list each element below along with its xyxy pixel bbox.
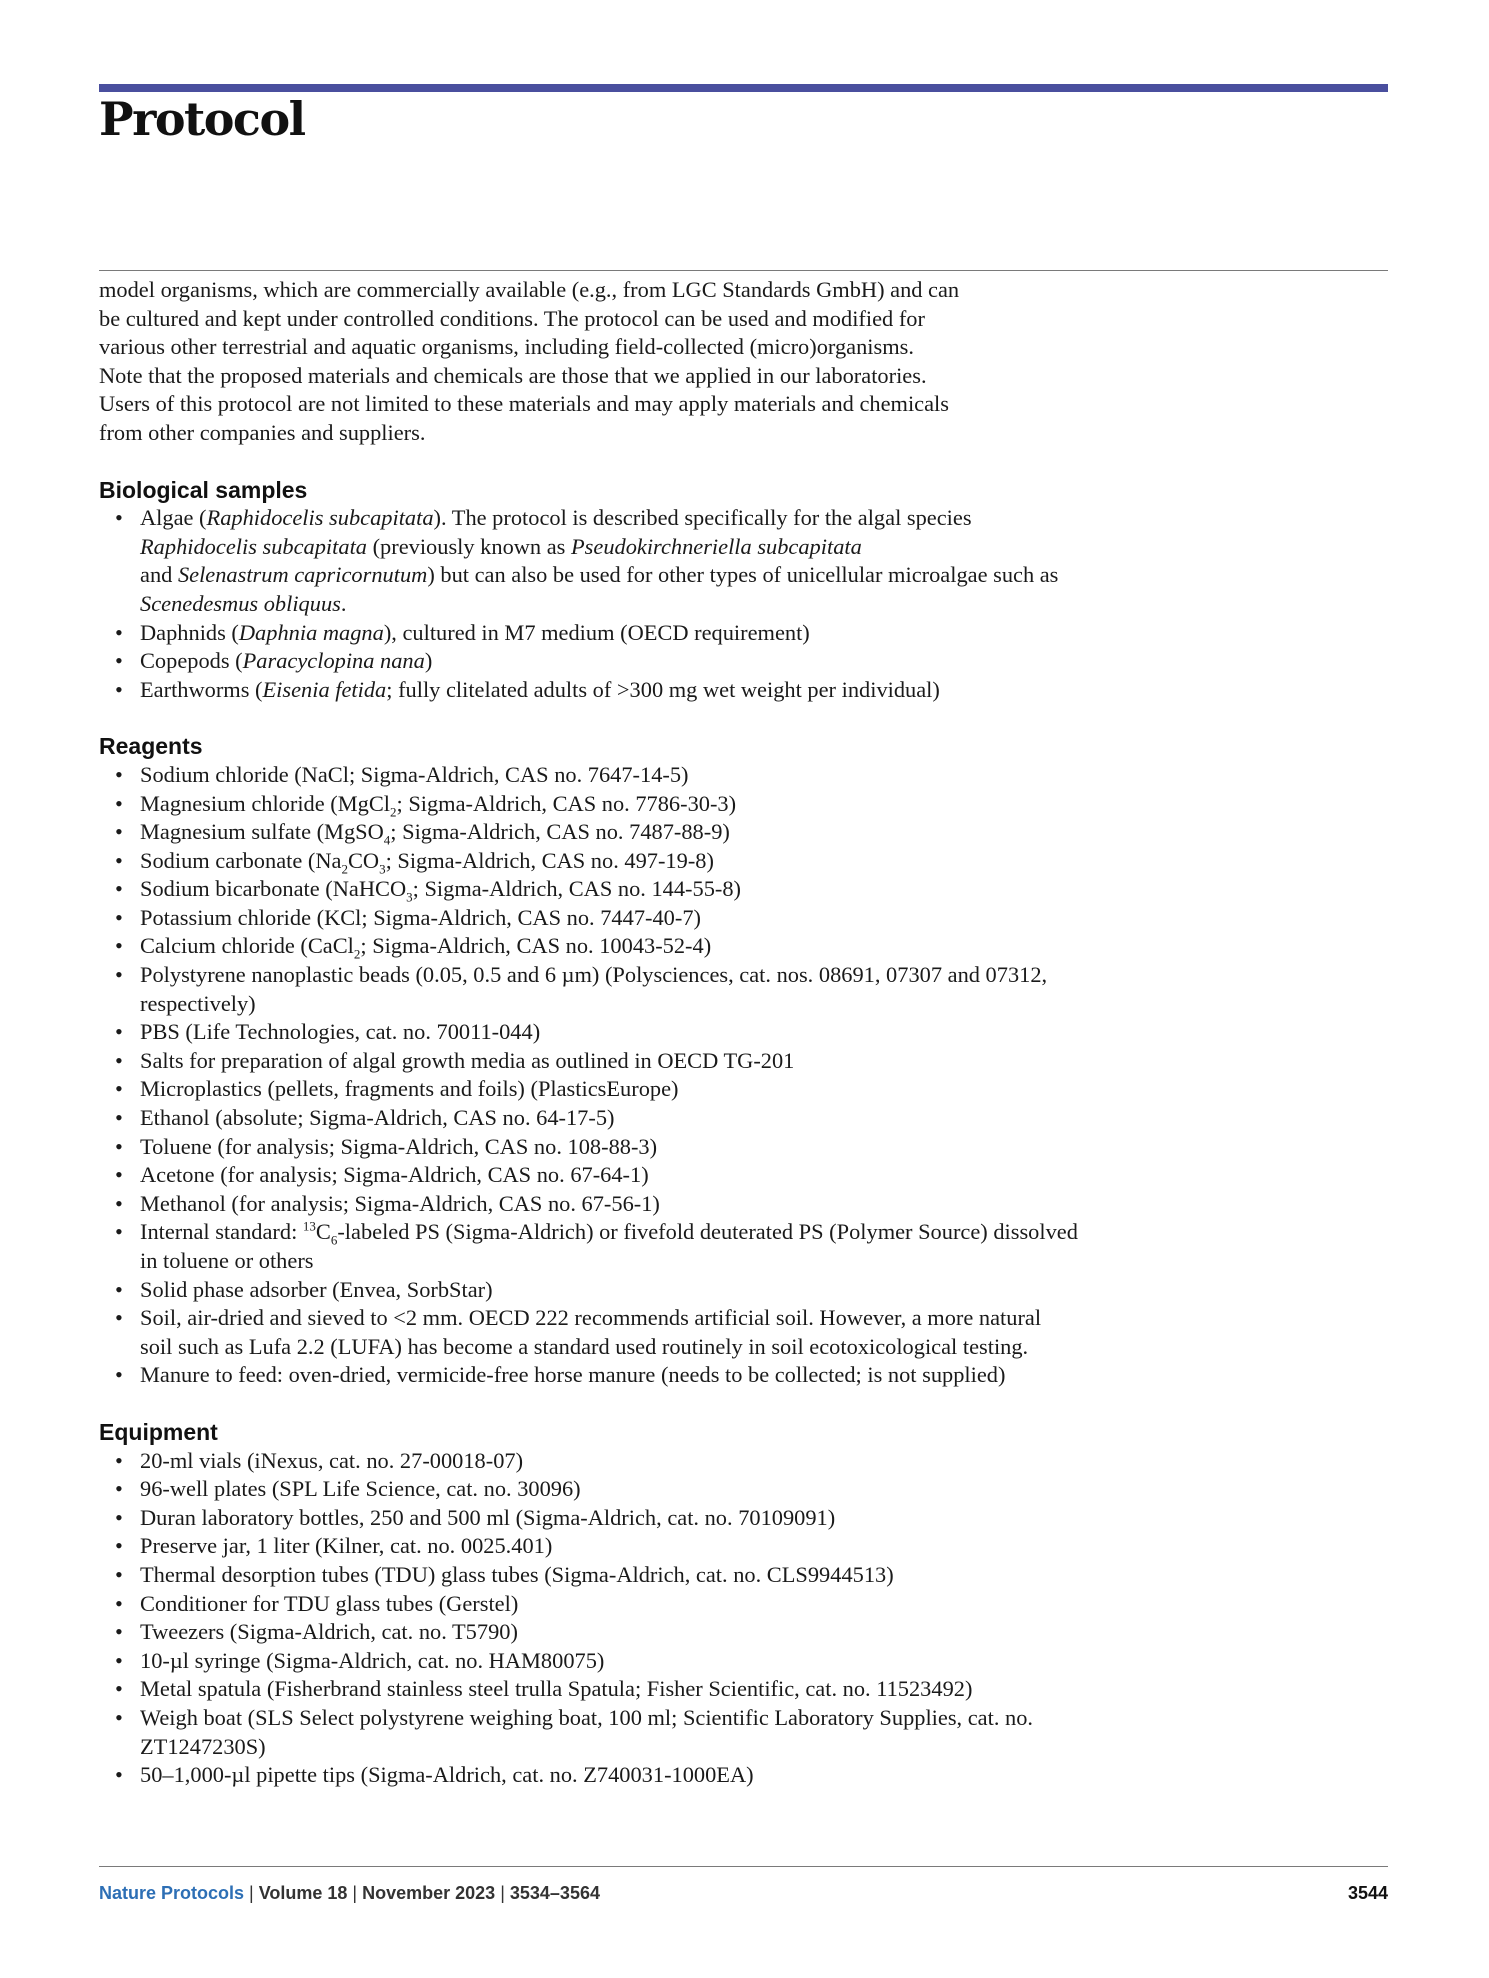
- list-item: • Sodium bicarbonate (NaHCO$_3$; Sigma-Aldrich, CAS no. 144-55-8): [99, 875, 1079, 904]
- list-item: • Magnesium sulfate (MgSO$_4$; Sigma-Aldrich, CAS no. 7487-88-9): [99, 818, 1079, 847]
- equipment-heading: Equipment: [99, 1418, 218, 1445]
- biological-samples-list: [99, 504, 1079, 704]
- page-number: 3544: [1347, 1883, 1388, 1903]
- article-pages: 3534–3564: [509, 1883, 600, 1903]
- intro-line: from other companies and suppliers.: [99, 419, 426, 445]
- list-item: • Calcium chloride (CaCl$_2$; Sigma-Aldrich, CAS no. 10043-52-4): [99, 932, 1079, 961]
- list-item-algae: • Algae (Raphidocelis subcapitata). The protocol is described specifically for the algal species Raphidocelis subcapitata (previously known as Pseudokirchneriella subcapitata and Selenastrum capricornutum) but can also be used for other types of unicellular microalgae such as Scenedesmus obliquus.: [99, 504, 1079, 618]
- list-item: • Tweezers (Sigma-Aldrich, cat. no. T5790): [99, 1618, 1079, 1647]
- intro-line: Users of this protocol are not limited to these materials and may apply materials and chemicals: [99, 391, 949, 417]
- page-footer: Nature Protocols | Volume 18 | November 2023 | 3534–3564 3544: [99, 1883, 1388, 1903]
- equipment-list: [99, 1447, 1079, 1790]
- list-item: • Weigh boat (SLS Select polystyrene weighing boat, 100 ml; Scientific Laboratory Supplies, cat. no. ZT1247230S): [99, 1704, 1079, 1761]
- journal-name: Nature Protocols: [99, 1883, 245, 1903]
- biological-samples-heading: Biological samples: [99, 476, 308, 503]
- footer-divider: [99, 1866, 1388, 1867]
- list-item: • Polystyrene nanoplastic beads (0.05, 0.5 and 6 µm) (Polysciences, cat. nos. 08691, 07307 and 07312, respectively): [99, 961, 1079, 1018]
- list-item: • Magnesium chloride (MgCl$_2$; Sigma-Aldrich, CAS no. 7786-30-3): [99, 790, 1079, 819]
- header-accent-bar: [99, 84, 1388, 92]
- journal-volume: Volume 18: [258, 1883, 348, 1903]
- list-item: • Duran laboratory bottles, 250 and 500 ml (Sigma-Aldrich, cat. no. 70109091): [99, 1504, 1079, 1533]
- list-item: • 10-µl syringe (Sigma-Aldrich, cat. no. HAM80075): [99, 1647, 1079, 1676]
- page-header-title: Protocol: [99, 92, 305, 146]
- list-item: • PBS (Life Technologies, cat. no. 70011-044): [99, 1018, 1079, 1047]
- list-item-earthworms: • Earthworms (Eisenia fetida; fully clitelated adults of >300 mg wet weight per individual): [99, 676, 1079, 705]
- list-item: • Internal standard: $^{13}C_6$-labeled PS (Sigma-Aldrich) or fivefold deuterated PS (Polymer Source) dissolved in toluene or others: [99, 1218, 1079, 1275]
- list-item: • Methanol (for analysis; Sigma-Aldrich, CAS no. 67-56-1): [99, 1190, 1079, 1219]
- list-item: • 50–1,000-µl pipette tips (Sigma-Aldrich, cat. no. Z740031-1000EA): [99, 1761, 1079, 1790]
- list-item: • 20-ml vials (iNexus, cat. no. 27-00018-07): [99, 1447, 1079, 1476]
- list-item: • Solid phase adsorber (Envea, SorbStar): [99, 1276, 1079, 1305]
- reagents-list: [99, 761, 1079, 1390]
- intro-paragraph: [99, 276, 1079, 448]
- intro-line: be cultured and kept under controlled conditions. The protocol can be used and modified for: [99, 305, 925, 331]
- main-content: [99, 276, 1079, 1790]
- list-item-daphnids: • Daphnids (Daphnia magna), cultured in M7 medium (OECD requirement): [99, 619, 1079, 648]
- list-item: • Soil, air-dried and sieved to <2 mm. OECD 222 recommends artificial soil. However, a more natural soil such as Lufa 2.2 (LUFA) has become a standard used routinely in soil ecotoxicological testing.: [99, 1304, 1079, 1361]
- list-item: • Acetone (for analysis; Sigma-Aldrich, CAS no. 67-64-1): [99, 1161, 1079, 1190]
- list-item: • 96-well plates (SPL Life Science, cat. no. 30096): [99, 1475, 1079, 1504]
- list-item: • Conditioner for TDU glass tubes (Gerstel): [99, 1590, 1079, 1619]
- list-item: • Thermal desorption tubes (TDU) glass tubes (Sigma-Aldrich, cat. no. CLS9944513): [99, 1561, 1079, 1590]
- list-item: • Sodium chloride (NaCl; Sigma-Aldrich, CAS no. 7647-14-5): [99, 761, 1079, 790]
- list-item: • Manure to feed: oven-dried, vermicide-free horse manure (needs to be collected; is not supplied): [99, 1361, 1079, 1390]
- list-item: • Toluene (for analysis; Sigma-Aldrich, CAS no. 108-88-3): [99, 1133, 1079, 1162]
- list-item: • Potassium chloride (KCl; Sigma-Aldrich, CAS no. 7447-40-7): [99, 904, 1079, 933]
- header-divider: [99, 270, 1388, 271]
- list-item: • Ethanol (absolute; Sigma-Aldrich, CAS no. 64-17-5): [99, 1104, 1079, 1133]
- list-item: • Microplastics (pellets, fragments and foils) (PlasticsEurope): [99, 1075, 1079, 1104]
- intro-line: Note that the proposed materials and chemicals are those that we applied in our laboratories.: [99, 362, 927, 388]
- journal-date: November 2023: [362, 1883, 496, 1903]
- list-item: • Salts for preparation of algal growth media as outlined in OECD TG-201: [99, 1047, 1079, 1076]
- list-item: • Sodium carbonate ($Na_2CO_3$; Sigma-Aldrich, CAS no. 497-19-8): [99, 847, 1079, 876]
- reagents-heading: Reagents: [99, 733, 203, 760]
- intro-line: model organisms, which are commercially available (e.g., from LGC Standards GmbH) and can: [99, 277, 960, 302]
- list-item: • Preserve jar, 1 liter (Kilner, cat. no. 0025.401): [99, 1532, 1079, 1561]
- intro-line: various other terrestrial and aquatic organisms, including field-collected (micro)organisms.: [99, 334, 914, 360]
- list-item: • Metal spatula (Fisherbrand stainless steel trulla Spatula; Fisher Scientific, cat. no. 11523492): [99, 1675, 1079, 1704]
- list-item-copepods: • Copepods (Paracyclopina nana): [99, 647, 1079, 676]
